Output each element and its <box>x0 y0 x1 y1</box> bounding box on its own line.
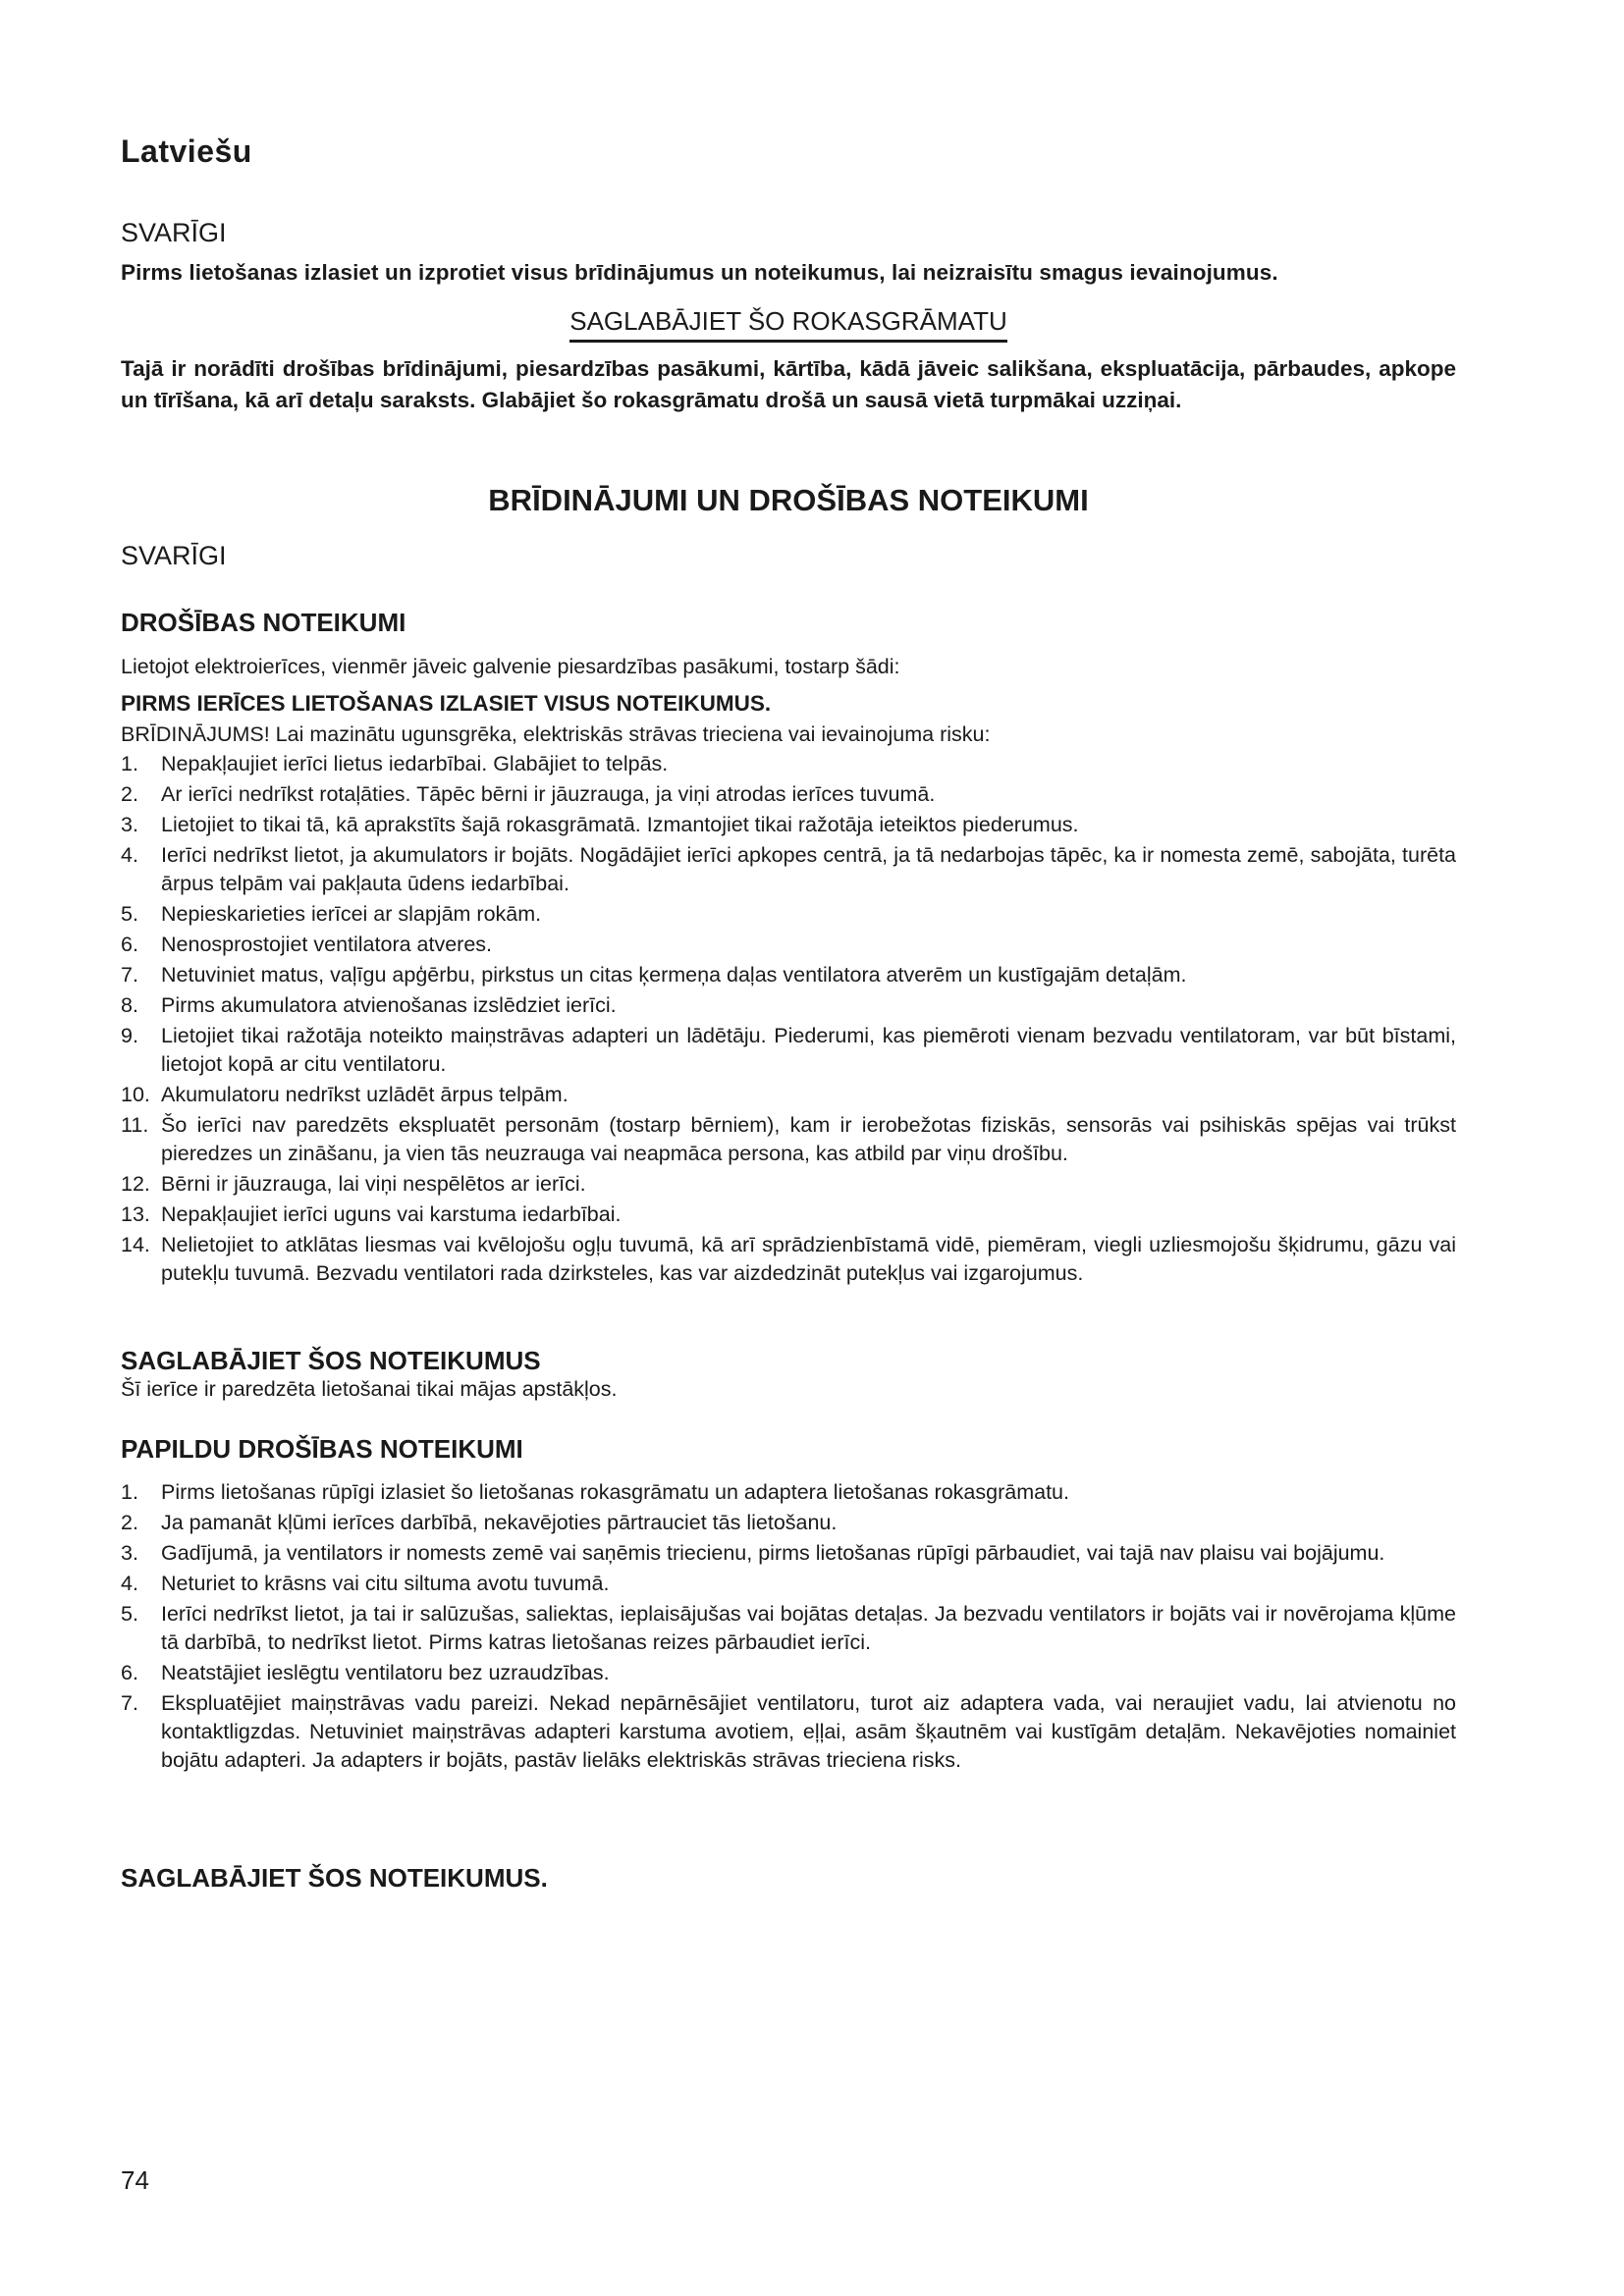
rule-item <box>121 1659 1456 1687</box>
rule-item <box>121 1201 1456 1229</box>
rule-text: Bērni ir jāuzrauga, lai viņi nespēlētos ar ierīci. <box>161 1172 586 1196</box>
rule-text: Nepieskarieties ierīcei ar slapjām rokām. <box>161 902 542 926</box>
rule-text: Neturiet to krāsns vai citu siltuma avotu tuvumā. <box>161 1572 610 1595</box>
rule-text: Šo ierīci nav paredzēts ekspluatēt personām (tostarp bērniem), kam ir ierobežotas fiziskās, sensorās vai psihiskās spējas vai trūkst pieredzes un zināšanu, ja vien tās neuzrauga vai neapmāca persona, kas atbild par viņu drošību. <box>161 1113 1456 1165</box>
rule-item <box>121 1081 1456 1109</box>
rule-number: 11. <box>121 1113 149 1137</box>
rule-item <box>121 1570 1456 1598</box>
rule-number: 5. <box>121 902 138 926</box>
rule-text: Ekspluatējiet maiņstrāvas vadu pareizi. Nekad nepārnēsājiet ventilatoru, turot aiz adaptera vada, vai neraujiet vadu, lai atvienotu no kontaktligzdas. Netuviniet maiņstrāvas adapteri karstuma avotiem, eļļai, asām šķautnēm vai kustīgām detaļām. Nekavējoties nomainiet bojātu adapteri. Ja adapters ir bojāts, pastāv lielāks elektriskās strāvas trieciena risks. <box>161 1691 1456 1772</box>
warnings-heading: BRĪDINĀJUMI UN DROŠĪBAS NOTEIKUMI <box>488 483 1089 517</box>
rule-number: 12. <box>121 1172 150 1196</box>
rule-item <box>121 1600 1456 1657</box>
rule-item <box>121 1509 1456 1537</box>
warning-line: BRĪDINĀJUMS! Lai mazinātu ugunsgrēka, elektriskās strāvas trieciena vai ievainojuma risku: <box>121 722 991 746</box>
rule-text: Lietojiet to tikai tā, kā aprakstīts šajā rokasgrāmatā. Izmantojiet tikai ražotāja ieteiktos piederumus. <box>161 813 1079 836</box>
rule-item <box>121 1231 1456 1288</box>
important-intro: Pirms lietošanas izlasiet un izprotiet visus brīdinājumus un noteikumus, lai neizraisītu smagus ievainojumus. <box>121 260 1278 285</box>
rule-number: 4. <box>121 843 138 867</box>
rule-text: Pirms akumulatora atvienošanas izslēdziet ierīci. <box>161 993 617 1017</box>
rule-item <box>121 1478 1456 1507</box>
safety-rules-list <box>121 750 1456 1290</box>
rule-item <box>121 1689 1456 1775</box>
rule-number: 14. <box>121 1233 150 1256</box>
rule-text: Pirms lietošanas rūpīgi izlasiet šo lietošanas rokasgrāmatu un adaptera lietošanas rokasgrāmatu. <box>161 1480 1069 1504</box>
rule-number: 3. <box>121 1541 138 1565</box>
rule-text: Nepakļaujiet ierīci lietus iedarbībai. Glabājiet to telpās. <box>161 752 669 775</box>
rule-item <box>121 900 1456 929</box>
save-rules-heading: SAGLABĀJIET ŠOS NOTEIKUMUS <box>121 1346 541 1375</box>
important-label-2: SVARĪGI <box>121 541 227 570</box>
rule-item <box>121 931 1456 959</box>
rule-item <box>121 1539 1456 1568</box>
language-title: Latviešu <box>121 133 252 169</box>
page-number: 74 <box>121 2165 149 2195</box>
rule-number: 7. <box>121 963 138 987</box>
manual-description: Tajā ir norādīti drošības brīdinājumi, piesardzības pasākumi, kārtība, kādā jāveic salikšana, ekspluatācija, pārbaudes, apkope un tīrīšana, kā arī detaļu saraksts. Glabājiet šo rokasgrāmatu drošā un sausā vietā turpmākai uzziņai. <box>121 356 1456 412</box>
rule-text: Ar ierīci nedrīkst rotaļāties. Tāpēc bērni ir jāuzrauga, ja viņi atrodas ierīces tuvumā. <box>161 782 936 806</box>
safety-intro: Lietojot elektroierīces, vienmēr jāveic galvenie piesardzības pasākumi, tostarp šādi: <box>121 655 900 678</box>
rule-number: 10. <box>121 1083 150 1106</box>
rule-number: 2. <box>121 782 138 806</box>
rule-text: Neatstājiet ieslēgtu ventilatoru bez uzraudzības. <box>161 1661 610 1684</box>
rule-item <box>121 811 1456 839</box>
household-note: Šī ierīce ir paredzēta lietošanai tikai mājas apstākļos. <box>121 1377 618 1401</box>
rule-item <box>121 1022 1456 1079</box>
rule-text: Nenosprostojiet ventilatora atveres. <box>161 933 493 956</box>
rule-number: 5. <box>121 1602 138 1626</box>
rule-item <box>121 750 1456 778</box>
rule-item <box>121 841 1456 898</box>
additional-rules-list <box>121 1478 1456 1777</box>
rule-number: 7. <box>121 1691 138 1715</box>
rule-item <box>121 961 1456 989</box>
rule-text: Ja pamanāt kļūmi ierīces darbībā, nekavējoties pārtrauciet tās lietošanu. <box>161 1511 838 1534</box>
rule-number: 1. <box>121 1480 138 1504</box>
rule-text: Ierīci nedrīkst lietot, ja akumulators ir bojāts. Nogādājiet ierīci apkopes centrā, ja tā nedarbojas tāpēc, ka ir nomesta zemē, sabojāta, turēta ārpus telpām vai pakļauta ūdens iedarbībai. <box>161 843 1456 895</box>
rule-number: 4. <box>121 1572 138 1595</box>
read-all-heading: PIRMS IERĪCES LIETOŠANAS IZLASIET VISUS NOTEIKUMUS. <box>121 691 772 716</box>
save-manual-heading-text: SAGLABĀJIET ŠO ROKASGRĀMATU <box>569 306 1006 343</box>
rule-number: 6. <box>121 1661 138 1684</box>
rule-number: 3. <box>121 813 138 836</box>
save-manual-heading <box>121 306 1456 337</box>
rule-number: 6. <box>121 933 138 956</box>
rule-item <box>121 1170 1456 1199</box>
additional-heading: PAPILDU DROŠĪBAS NOTEIKUMI <box>121 1434 523 1464</box>
rule-number: 13. <box>121 1202 150 1226</box>
final-heading: SAGLABĀJIET ŠOS NOTEIKUMUS. <box>121 1863 548 1893</box>
safety-heading: DROŠĪBAS NOTEIKUMI <box>121 608 406 637</box>
rule-text: Akumulatoru nedrīkst uzlādēt ārpus telpām. <box>161 1083 568 1106</box>
rule-text: Netuviniet matus, vaļīgu apģērbu, pirkstus un citas ķermeņa daļas ventilatora atverēm un kustīgajām detaļām. <box>161 963 1187 987</box>
rule-text: Nepakļaujiet ierīci uguns vai karstuma iedarbībai. <box>161 1202 622 1226</box>
rule-item <box>121 780 1456 809</box>
rule-item <box>121 991 1456 1020</box>
rule-number: 9. <box>121 1024 138 1047</box>
rule-text: Gadījumā, ja ventilators ir nomests zemē vai saņēmis triecienu, pirms lietošanas rūpīgi pārbaudiet, vai tajā nav plaisu vai bojājumu. <box>161 1541 1385 1565</box>
rule-text: Nelietojiet to atklātas liesmas vai kvēlojošu ogļu tuvumā, kā arī sprādzienbīstamā vidē, piemēram, viegli uzliesmojošu šķidrumu, gāzu vai putekļu tuvumā. Bezvadu ventilatori rada dzirksteles, kas var aizdedzināt putekļus vai izgarojumus. <box>161 1233 1456 1285</box>
important-label: SVARĪGI <box>121 218 227 247</box>
rule-text: Lietojiet tikai ražotāja noteikto maiņstrāvas adapteri un lādētāju. Piederumi, kas piemēroti vienam bezvadu ventilatoram, var būt bīstami, lietojot kopā ar citu ventilatoru. <box>161 1024 1456 1076</box>
rule-text: Ierīci nedrīkst lietot, ja tai ir salūzušas, saliektas, ieplaisājušas vai bojātas detaļas. Ja bezvadu ventilators ir bojāts vai ir novērojama kļūme tā darbībā, to nedrīkst lietot. Pirms katras lietošanas reizes pārbaudiet ierīci. <box>161 1602 1456 1654</box>
rule-number: 8. <box>121 993 138 1017</box>
rule-number: 2. <box>121 1511 138 1534</box>
rule-number: 1. <box>121 752 138 775</box>
rule-item <box>121 1111 1456 1168</box>
